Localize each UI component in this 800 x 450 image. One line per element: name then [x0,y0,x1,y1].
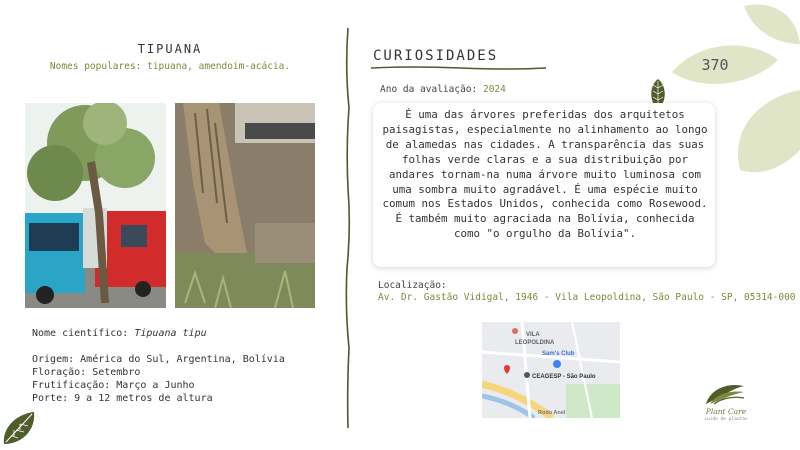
map-neighborhood-1: VILA [526,332,540,338]
location-map[interactable] [482,322,620,418]
scientific-label: Nome científico: [32,328,129,339]
map-store: Sam's Club [542,351,575,357]
brand-name: Plant Care [705,407,747,416]
location-label: Localização: [378,280,447,291]
trunk-photo [175,103,315,308]
year-label: Ano da avaliação: [380,84,478,95]
popular-names: Nomes populares: tipuana, amendoim-acácia. [49,61,291,72]
evaluation-year [380,84,506,95]
column-divider [343,28,353,428]
brand-tagline: cuido de plantas [704,417,748,422]
fruiting: Frutificação: Março a Junho [32,380,195,391]
tree-title: TIPUANA [137,42,203,56]
description-text: É uma das árvores preferidas dos arquitetos paisagistas, especialmente no alinhamento ao longo de alamedas nas cidades. A transparência das suas folhas verde claras e a sua distribuição por andares tornam-na numa árvore muito luminosa com uma sombra muito agradável. É uma espécie muito comum nos Estados Unidos, conhecida como Rosewood. É também muito agraciada na Bolívia, conhecida como "o orgulho da Bolívia". [382,108,708,241]
location-address: Av. Dr. Gastão Vidigal, 1946 - Vila Leopoldina, São Paulo - SP, 05314-000 [378,292,796,303]
leaf-shape [744,5,800,44]
heading-underline [371,66,546,70]
map-neighborhood-2: LEOPOLDINA [515,340,555,346]
map-place: CEAGESP - São Paulo [532,374,596,380]
tree-size: Porte: 9 a 12 metros de altura [32,393,213,404]
store-pin-icon [553,360,561,368]
plant-care-logo-icon [704,382,746,406]
leaf-icon-bottom-left [0,408,40,448]
year-value: 2024 [482,84,506,95]
flowering: Floração: Setembro [32,367,141,378]
origin: Origem: América do Sul, Argentina, Bolívia [32,354,285,365]
scientific-name: Tipuana tipu [134,328,207,339]
leaf-shape [738,90,800,172]
map-road: Rodo Anel [538,410,566,416]
curiosities-heading: CURIOSIDADES [373,48,499,64]
tree-photo [25,103,166,308]
scientific-name-row [32,327,207,340]
page-number-badge: 370 [701,56,729,74]
